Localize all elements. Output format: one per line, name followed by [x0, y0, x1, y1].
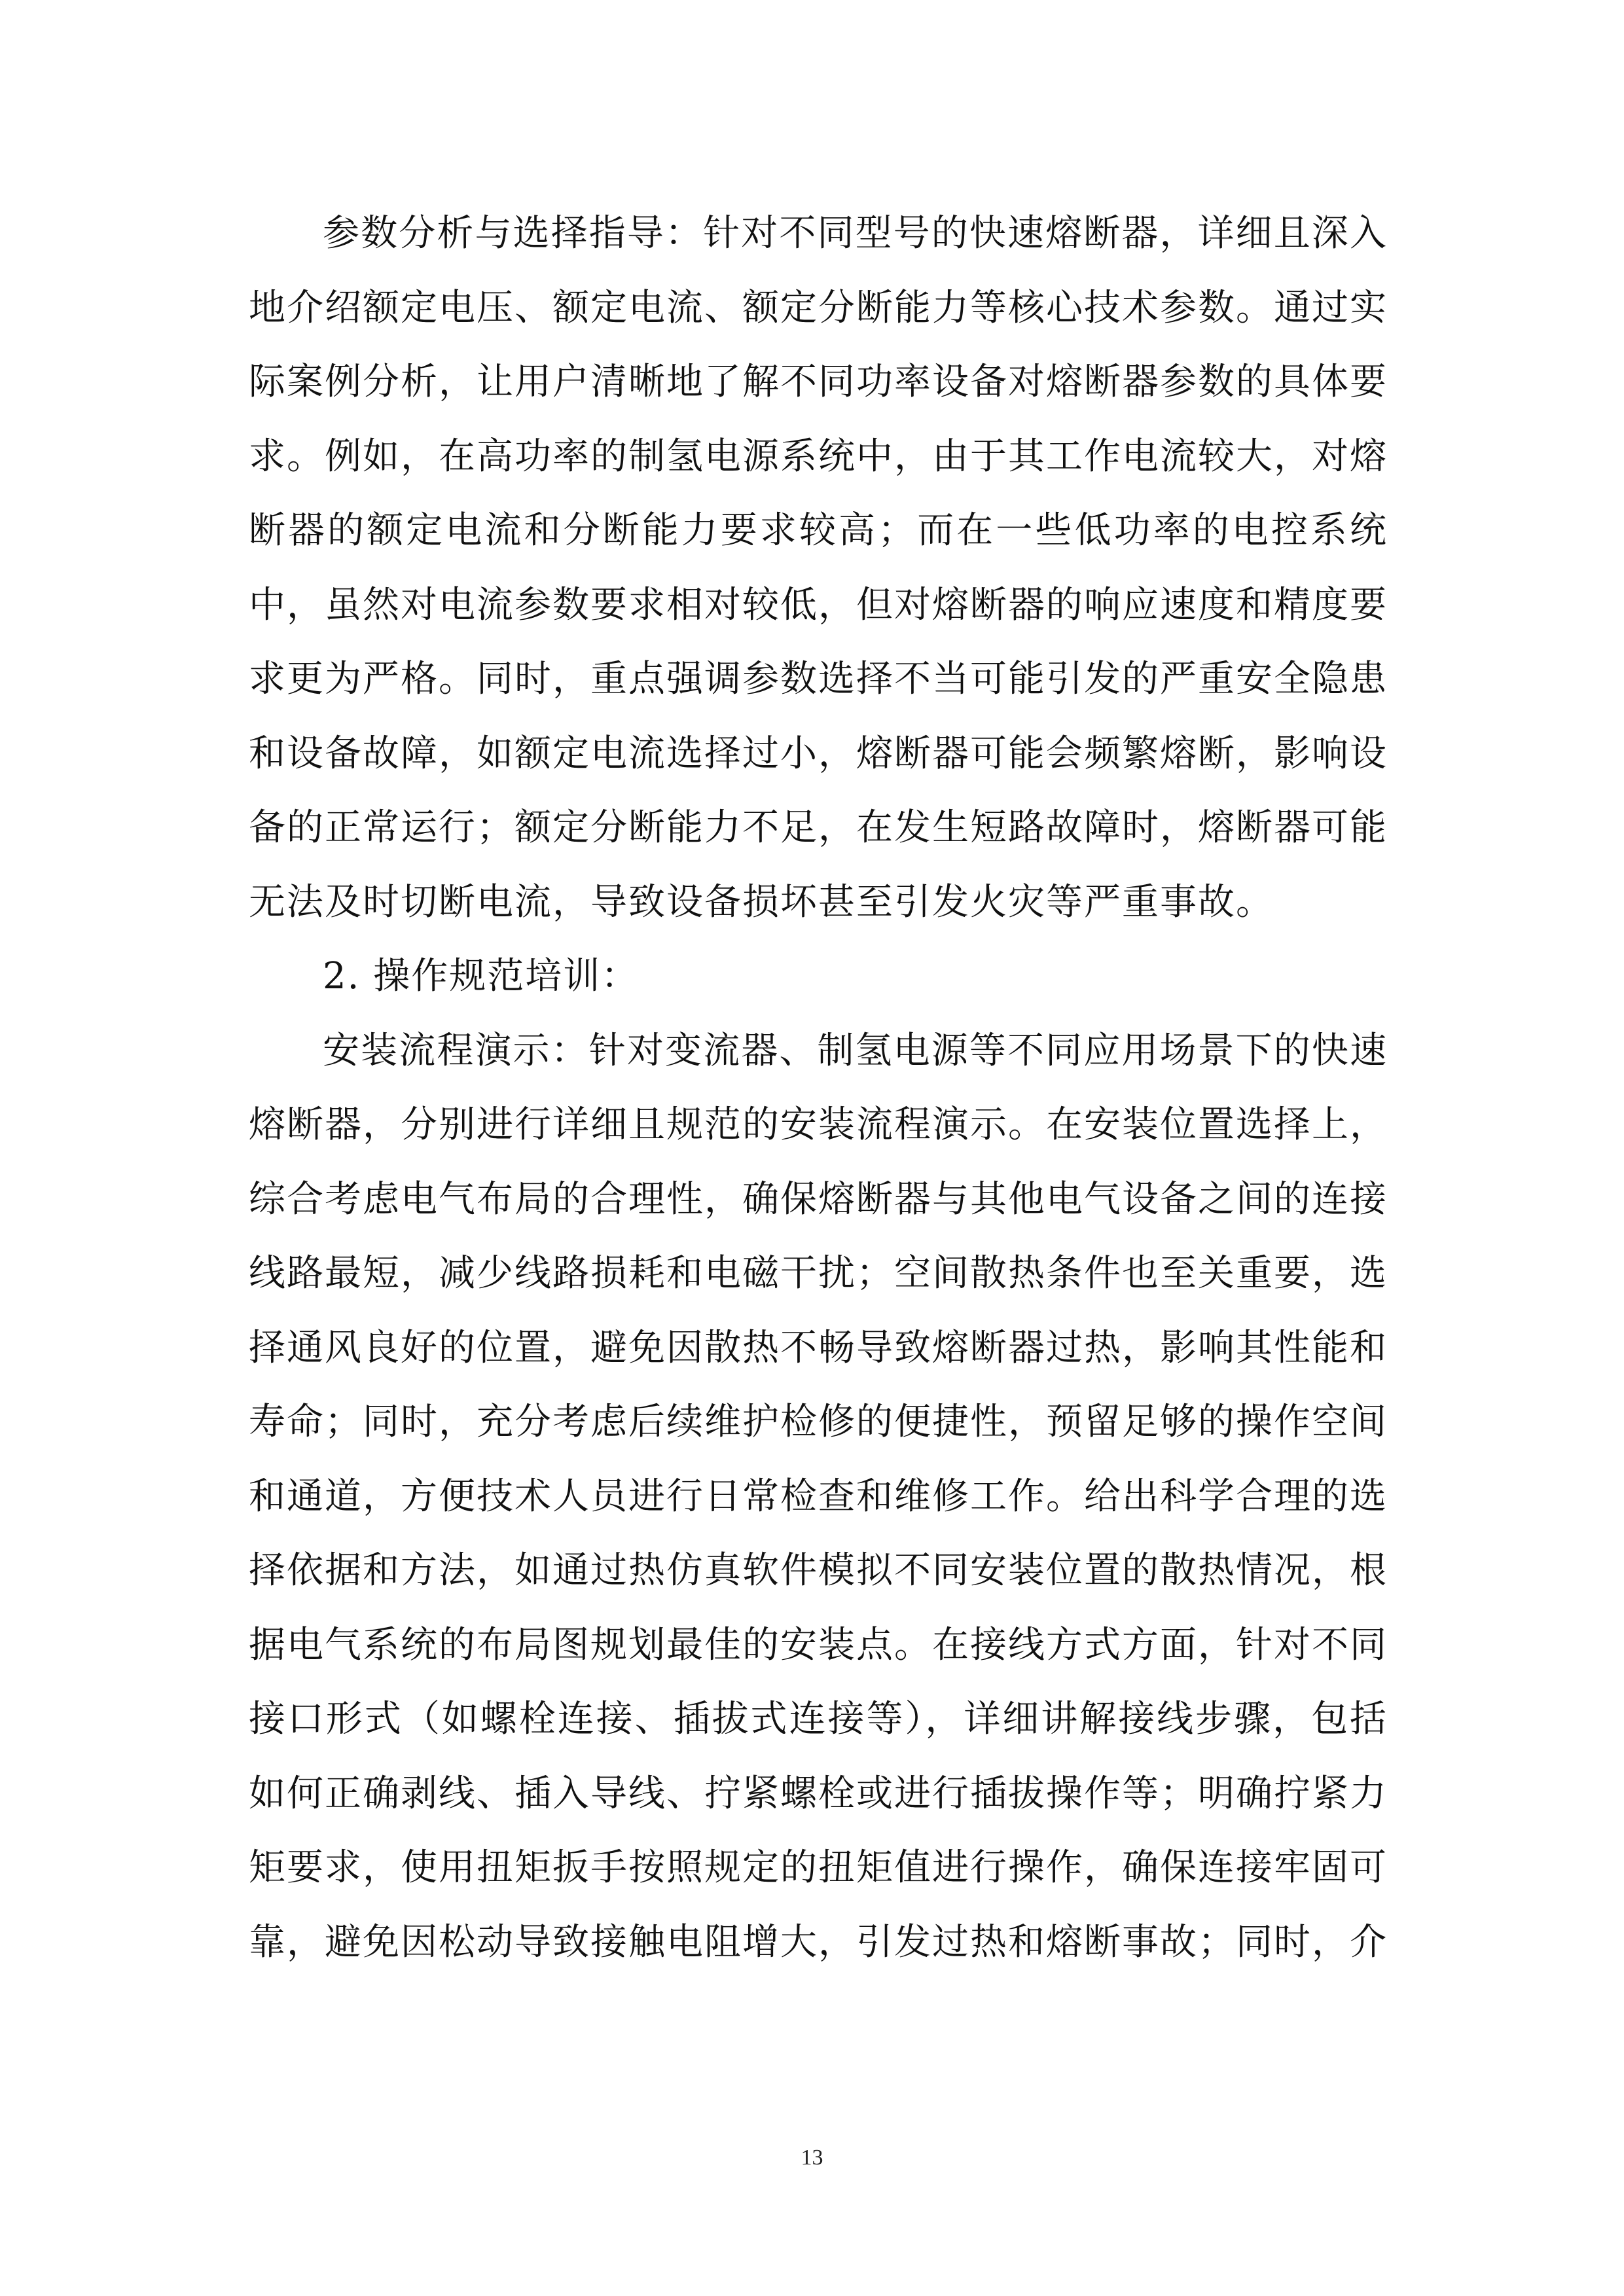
paragraph-installation-demo: 安装流程演示：针对变流器、制氢电源等不同应用场景下的快速熔断器，分别进行详细且规范的安装流程演示。在安装位置选择上，综合考虑电气布局的合理性，确保熔断器与其他电气设备之间的连接线路最短，减少线路损耗和电磁干扰；空间散热条件也至关重要，选择通风良好的位置，避免因散热不畅导致熔断器过热，影响其性能和寿命；同时，充分考虑后续维护检修的便捷性，预留足够的操作空间和通道，方便技术人员进行日常检查和维修工作。给出科学合理的选择依据和方法，如通过热仿真软件模拟不同安装位置的散热情况，根据电气系统的布局图规划最佳的安装点。在接线方式方面，针对不同接口形式（如螺栓连接、插拔式连接等），详细讲解接线步骤，包括如何正确剥线、插入导线、拧紧螺栓或进行插拔操作等；明确拧紧力矩要求，使用扭矩扳手按照规定的扭矩值进行操作，确保连接牢固可靠，避免因松动导致接触电阻增大，引发过热和熔断事故；同时，介 — [249, 1029, 1388, 1964]
page-body — [249, 196, 1388, 1979]
paragraph-parameter-analysis: 参数分析与选择指导：针对不同型号的快速熔断器，详细且深入地介绍额定电压、额定电流、额定分断能力等核心技术参数。通过实际案例分析，让用户清晰地了解不同功率设备对熔断器参数的具体要求。例如，在高功率的制氢电源系统中，由于其工作电流较大，对熔断器的额定电流和分断能力要求较高；而在一些低功率的电控系统中，虽然对电流参数要求相对较低，但对熔断器的响应速度和精度要求更为严格。同时，重点强调参数选择不当可能引发的严重安全隐患和设备故障，如额定电流选择过小，熔断器可能会频繁熔断，影响设备的正常运行；额定分断能力不足，在发生短路故障时，熔断器可能无法及时切断电流，导致设备损坏甚至引发火灾等严重事故。 — [249, 212, 1388, 924]
section-heading-operation-training: 2. 操作规范培训： — [323, 955, 640, 997]
page-number: 13 — [801, 2145, 823, 2170]
